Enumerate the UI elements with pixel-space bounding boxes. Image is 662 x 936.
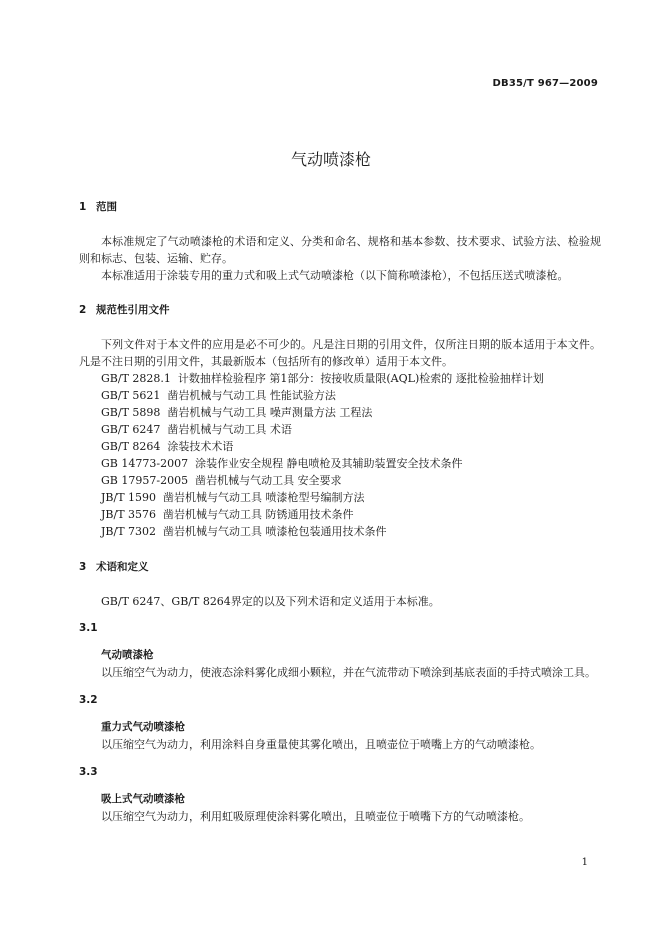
section-title: 术语和定义: [96, 561, 149, 573]
reference-item: GB 17957-2005 凿岩机械与气动工具 安全要求: [101, 474, 342, 487]
reference-item: JB/T 3576 凿岩机械与气动工具 防锈通用技术条件: [101, 508, 354, 521]
document-body: [79, 199, 601, 825]
section-1-heading: [79, 199, 601, 216]
document-code: DB35/T 967—2009: [492, 78, 598, 89]
section-3-heading: [79, 559, 601, 576]
reference-item: GB/T 6247 凿岩机械与气动工具 术语: [101, 423, 292, 436]
scope-paragraph: 本标准规定了气动喷漆枪的术语和定义、分类和命名、规格和基本参数、技术要求、试验方法、检验规则和标志、包装、运输、贮存。: [79, 235, 601, 265]
term-name: 吸上式气动喷漆枪: [101, 793, 185, 805]
section-title: 规范性引用文件: [96, 304, 170, 316]
document-title: 气动喷漆枪: [290, 150, 371, 169]
reference-item: JB/T 1590 凿岩机械与气动工具 喷漆枪型号编制方法: [101, 491, 365, 504]
term-name: 重力式气动喷漆枪: [101, 721, 185, 733]
terms-intro: GB/T 6247、GB/T 8264界定的以及下列术语和定义适用于本标准。: [101, 595, 440, 608]
reference-item: JB/T 7302 凿岩机械与气动工具 喷漆枪包装通用技术条件: [101, 525, 387, 538]
reference-item: GB/T 2828.1 计数抽样检验程序 第1部分：按接收质量限(AQL)检索的 逐批检验抽样计划: [101, 372, 544, 385]
term-name: 气动喷漆枪: [101, 649, 154, 661]
section-number: 2: [79, 304, 87, 316]
section-title: 范围: [96, 201, 117, 213]
reference-item: GB/T 8264 涂装技术术语: [101, 440, 234, 453]
section-number: 1: [79, 201, 87, 213]
term-definition: 以压缩空气为动力，利用虹吸原理使涂料雾化喷出，且喷壶位于喷嘴下方的气动喷漆枪。: [101, 810, 530, 823]
section-number: 3: [79, 561, 87, 573]
reference-item: GB/T 5621 凿岩机械与气动工具 性能试验方法: [101, 389, 336, 402]
clause-number: 3.3: [79, 766, 98, 778]
reference-item: GB/T 5898 凿岩机械与气动工具 噪声测量方法 工程法: [101, 406, 373, 419]
clause-number: 3.2: [79, 694, 98, 706]
scope-paragraph: 本标准适用于涂装专用的重力式和吸上式气动喷漆枪（以下简称喷漆枪），不包括压送式喷漆枪。: [101, 269, 569, 282]
section-2-heading: [79, 302, 601, 319]
clause-number: 3.1: [79, 622, 98, 634]
references-intro: 下列文件对于本文件的应用是必不可少的。凡是注日期的引用文件，仅所注日期的版本适用于本文件。凡是不注日期的引用文件，其最新版本（包括所有的修改单）适用于本文件。: [79, 338, 601, 368]
reference-item: GB 14773-2007 涂装作业安全规程 静电喷枪及其辅助装置安全技术条件: [101, 457, 463, 470]
term-definition: 以压缩空气为动力，利用涂料自身重量使其雾化喷出，且喷壶位于喷嘴上方的气动喷漆枪。: [101, 738, 541, 751]
term-definition: 以压缩空气为动力，使液态涂料雾化成细小颗粒，并在气流带动下喷涂到基底表面的手持式喷涂工具。: [101, 666, 596, 679]
page-number: 1: [581, 857, 588, 868]
